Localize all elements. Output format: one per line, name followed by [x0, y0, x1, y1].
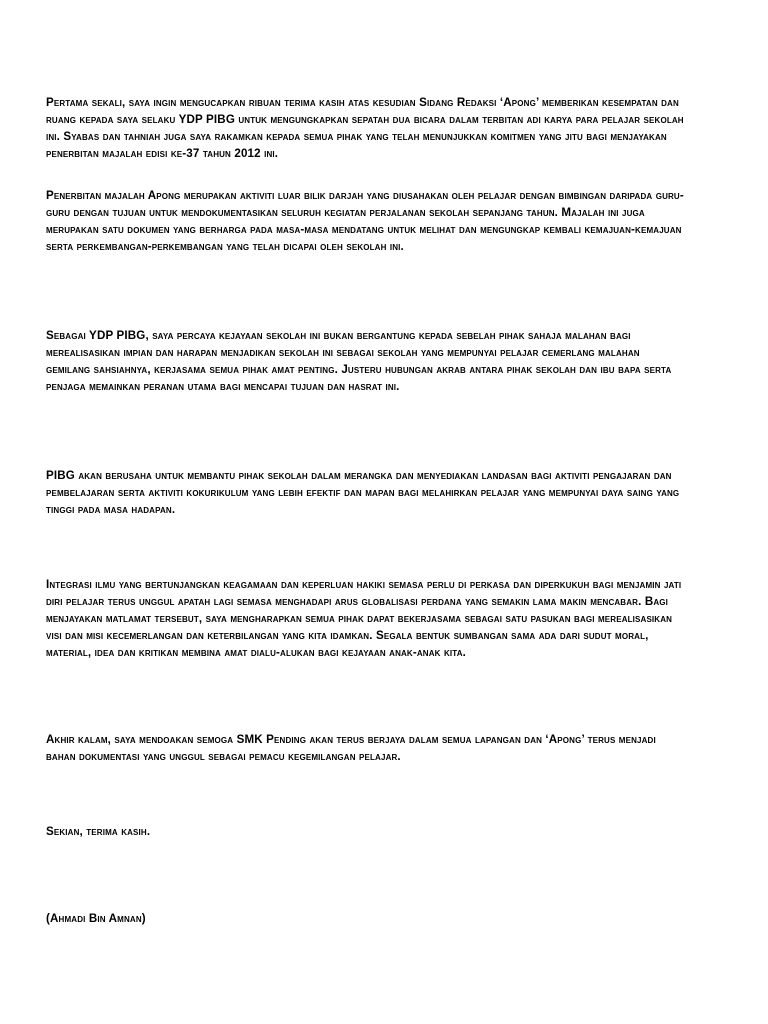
paragraph-magazine-purpose: Penerbitan majalah Apong merupakan aktiviti luar bilik darjah yang diusahakan oleh pelajar dengan bimbingan daripada guru-guru dengan tujuan untuk mendokumentasikan seluruh kegiatan perjalanan sekolah sepanjang tahun. Majalah ini juga merupakan satu dokumen yang berharga pada masa-masa mendatang untuk melihat dan mengungkap kembali kemajuan-kemajuan serta perkembangan-perkembangan yang telah dicapai oleh sekolah ini.	[46, 189, 684, 253]
paragraph-opening-thanks: Pertama sekali, saya ingin mengucapkan ribuan terima kasih atas kesudian Sidang Redaksi ‘Apong’ memberikan kesempatan dan ruang kepada saya selaku YDP PIBG untuk mengungkapkan sepatah dua bicara dalam terbitan adi karya para pelajar sekolah ini. Syabas dan tahniah juga saya rakamkan kepada semua pihak yang telah menunjukkan komitmen yang jitu bagi menjayakan penerbitan majalah edisi ke-37 tahun 2012 ini.	[46, 96, 684, 160]
signature-name: (Ahmadi Bin Amnan)	[46, 912, 146, 925]
paragraph-knowledge-integration: Integrasi ilmu yang bertunjangkan keagamaan dan keperluan hakiki semasa perlu di perkasa dan diperkukuh bagi menjamin jati diri pelajar terus unggul apatah lagi semasa menghadapi arus globalisasi perdana yang semakin lama makin mencabar. Bagi menjayakan matlamat tersebut, saya mengharapkan semua pihak dapat bekerjasama sebagai satu pasukan bagi merealisasikan visi dan misi kecemerlangan dan keterbilangan yang kita idamkan. Segala bentuk sumbangan sama ada dari sudut moral, material, idea dan kritikan membina amat dialu-alukan bagi kejayaan anak-anak kita.	[46, 578, 682, 659]
paragraph-cooperation: Sebagai YDP PIBG, saya percaya kejayaan sekolah ini bukan bergantung kepada sebelah pihak sahaja malahan bagi merealisasikan impian dan harapan menjadikan sekolah ini sebagai sekolah yang mempunyai pelajar cemerlang malahan gemilang sahsiahnya, kerjasama semua pihak amat penting. Justeru hubungan akrab antara pihak sekolah dan ibu bapa serta penjaga memainkan peranan utama bagi mencapai tujuan dan hasrat ini.	[46, 329, 672, 393]
paragraph-closing-wishes: Akhir kalam, saya mendoakan semoga SMK Pending akan terus berjaya dalam semua lapangan dan ‘Apong’ terus menjadi bahan dokumentasi yang unggul sebagai pemacu kegemilangan pelajar.	[46, 733, 656, 763]
closing-remark: Sekian, terima kasih.	[46, 825, 151, 838]
paragraph-pibg-commitment: PIBG akan berusaha untuk membantu pihak sekolah dalam merangka dan menyediakan landasan bagi aktiviti pengajaran dan pembelajaran serta aktiviti kokurikulum yang lebih efektif dan mapan bagi melahirkan pelajar yang mempunyai daya saing yang tinggi pada masa hadapan.	[46, 469, 680, 516]
